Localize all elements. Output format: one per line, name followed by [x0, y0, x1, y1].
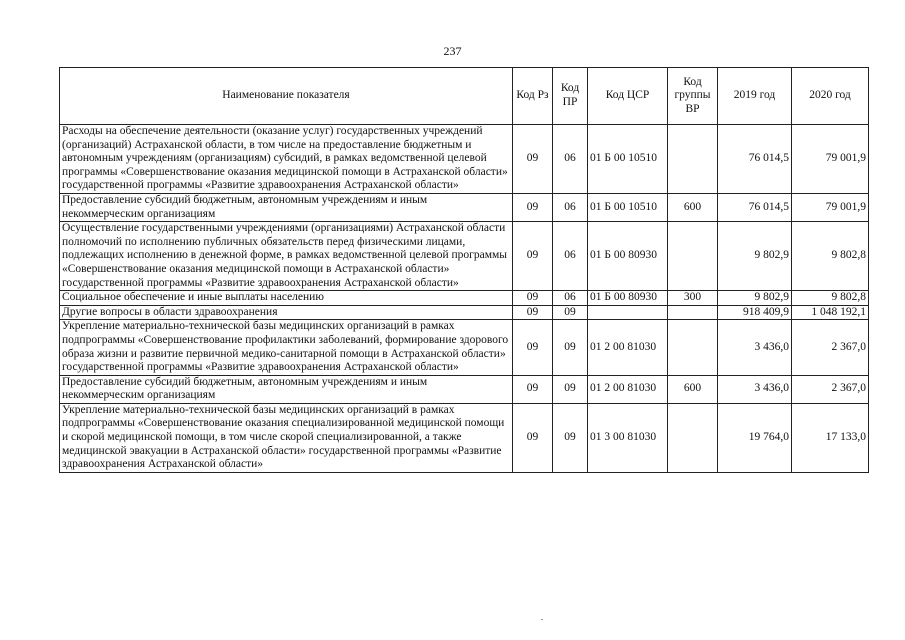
header-2019: 2019 год: [718, 68, 792, 125]
row-pr: 09: [553, 305, 588, 320]
row-2019: 76 014,5: [718, 193, 792, 221]
header-2020: 2020 год: [792, 68, 869, 125]
table-row: [60, 403, 869, 472]
row-name: Расходы на обеспечение деятельности (оказание услуг) государственных учреждений (организаций) Астраханской области, в том числе на предоставление бюджетным и автономным учреждениям (организациям) субсидий, в рамках ведомственной целевой программы «Совершенствование оказания медицинской помощи в Астраханской области» государственной программы «Развитие здравоохранения Астраханской области»: [60, 125, 513, 194]
row-pr: 09: [553, 403, 588, 472]
row-name: Укрепление материально-технической базы медицинских организаций в рамках подпрограммы «Совершенствование профилактики заболеваний, формирование здорового образа жизни и развитие первичной медико-санитарной помощи в Астраханской области» государственной программы «Развитие здравоохранения Астраханской области»: [60, 320, 513, 375]
row-vr: [668, 305, 718, 320]
row-pr: 06: [553, 222, 588, 291]
table-row: [60, 305, 869, 320]
row-rz: 09: [513, 320, 553, 375]
row-csr: 01 3 00 81030: [588, 403, 668, 472]
header-csr: Код ЦСР: [588, 68, 668, 125]
row-vr: [668, 320, 718, 375]
row-2020: 9 802,8: [792, 222, 869, 291]
row-2020: 17 133,0: [792, 403, 869, 472]
row-2020: 1 048 192,1: [792, 305, 869, 320]
row-vr: 600: [668, 193, 718, 221]
table-row: [60, 291, 869, 306]
row-vr: [668, 222, 718, 291]
row-name: Предоставление субсидий бюджетным, автономным учреждениям и иным некоммерческим организациям: [60, 375, 513, 403]
row-csr: 01 Б 00 10510: [588, 125, 668, 194]
row-pr: 06: [553, 193, 588, 221]
row-pr: 06: [553, 125, 588, 194]
row-2020: 2 367,0: [792, 375, 869, 403]
budget-table: [59, 67, 869, 473]
row-2020: 79 001,9: [792, 125, 869, 194]
row-vr: [668, 403, 718, 472]
row-rz: 09: [513, 403, 553, 472]
row-rz: 09: [513, 193, 553, 221]
row-2020: 79 001,9: [792, 193, 869, 221]
row-2019: 918 409,9: [718, 305, 792, 320]
row-2019: 19 764,0: [718, 403, 792, 472]
header-name: Наименование показателя: [60, 68, 513, 125]
header-pr: Код ПР: [553, 68, 588, 125]
row-name: Предоставление субсидий бюджетным, автономным учреждениям и иным некоммерческим организациям: [60, 193, 513, 221]
row-csr: 01 Б 00 80930: [588, 222, 668, 291]
row-pr: 09: [553, 320, 588, 375]
table-row: [60, 222, 869, 291]
table-row: [60, 193, 869, 221]
row-pr: 06: [553, 291, 588, 306]
table-row: [60, 375, 869, 403]
row-name: Осуществление государственными учреждениями (организациями) Астраханской области полномочий по исполнению публичных обязательств перед физическими лицами, подлежащих исполнению в денежной форме, в рамках ведомственной целевой программы «Совершенствование оказания медицинской помощи в Астраханской области» государственной программы «Развитие здравоохранения Астраханской области»: [60, 222, 513, 291]
row-2020: 2 367,0: [792, 320, 869, 375]
page-number: 237: [443, 44, 462, 58]
row-name: Другие вопросы в области здравоохранения: [60, 305, 513, 320]
row-csr: 01 2 00 81030: [588, 320, 668, 375]
header-row: [60, 68, 869, 125]
row-vr: 600: [668, 375, 718, 403]
table-row: [60, 125, 869, 194]
row-vr: [668, 125, 718, 194]
row-2019: 3 436,0: [718, 320, 792, 375]
table-row: [60, 320, 869, 375]
row-2020: 9 802,8: [792, 291, 869, 306]
row-2019: 9 802,9: [718, 222, 792, 291]
row-2019: 76 014,5: [718, 125, 792, 194]
row-rz: 09: [513, 222, 553, 291]
row-2019: 9 802,9: [718, 291, 792, 306]
row-rz: 09: [513, 291, 553, 306]
row-csr: 01 Б 00 80930: [588, 291, 668, 306]
row-name: Укрепление материально-технической базы медицинских организаций в рамках подпрограммы «Совершенствование оказания специализированной медицинской помощи и скорой медицинской помощи, в том числе скорой специализированной, а также медицинской эвакуации в Астраханской области» государственной программы «Развитие здравоохранения Астраханской области»: [60, 403, 513, 472]
row-rz: 09: [513, 125, 553, 194]
header-vr: Код группы ВР: [668, 68, 718, 125]
header-rz: Код Рз: [513, 68, 553, 125]
row-2019: 3 436,0: [718, 375, 792, 403]
row-rz: 09: [513, 375, 553, 403]
row-pr: 09: [553, 375, 588, 403]
row-csr: 01 Б 00 10510: [588, 193, 668, 221]
row-name: Социальное обеспечение и иные выплаты населению: [60, 291, 513, 306]
row-rz: 09: [513, 305, 553, 320]
row-csr: [588, 305, 668, 320]
scan-speck: [541, 619, 543, 620]
row-csr: 01 2 00 81030: [588, 375, 668, 403]
row-vr: 300: [668, 291, 718, 306]
